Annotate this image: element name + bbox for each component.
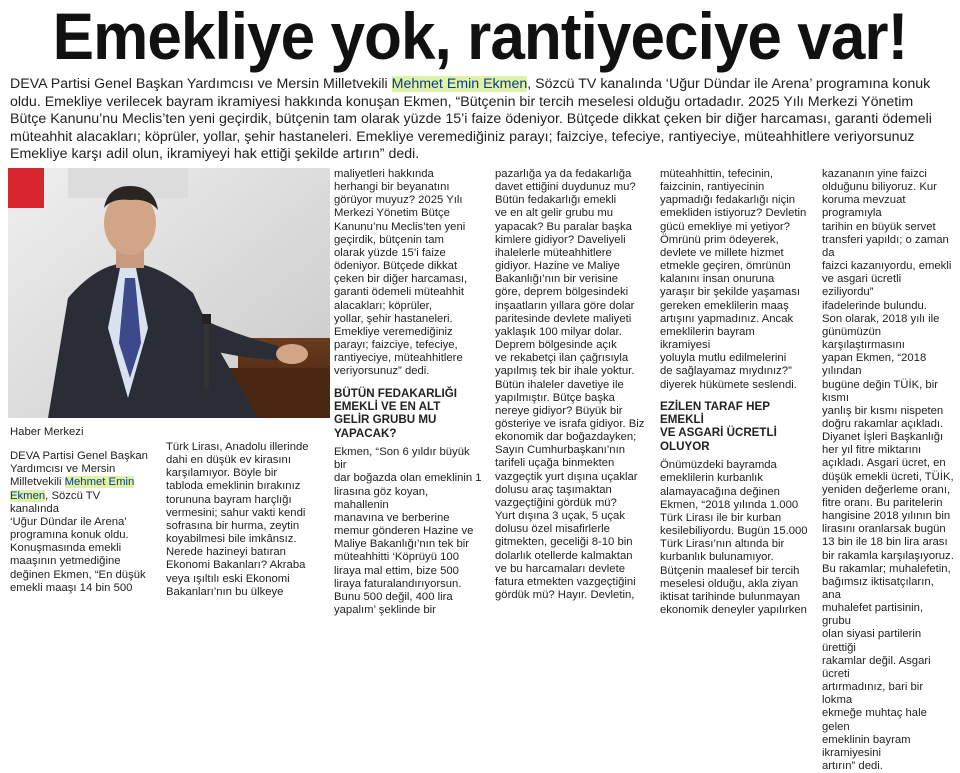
column-3-paragraph-1: maliyetleri hakkında herhangi bir beyanatını görüyor muyuz? 2025 Yılı Merkezi Yönetim Bütçe Kanunu’nu Meclis’ten yeni geçirdik, bütçenin tam olarak yüzde 15’i faize ödeniyor. Bütçede dikkat çeken bir diğer harcaması, garanti ödemeli müteahhit alacakları; köprüler, yollar, şehir hastaneleri. Emekliye veremediğiniz parayı; faizciye, tefeciye, rantiyeciye, müteahhitlere veriyorsunuz” dedi. [334, 168, 468, 378]
subheading-2: EZİLEN TARAF HEP EMEKLİ VE ASGARİ ÜCRETLİ OLUYOR [660, 399, 777, 453]
highlighted-name-last: Ekmen [10, 489, 46, 502]
headline: Emekliye yok, rantiyeciye var! [52, 0, 908, 73]
speaker-illustration [8, 168, 330, 418]
column-5 [660, 168, 808, 617]
article-photo [8, 168, 330, 418]
column-1-text [10, 450, 150, 595]
column-4-text: pazarlığa ya da fedakarlığa davet ettiğini duydunuz mu? Bütün fedakarlığı emekli ve en alt gelir grubu mu yapacak? Bu paralar başka kimlere gidiyor? Daveliyeli ihalelerle müteahhitlere gidiyor. Hazine ve Maliye Bakanlığı’nın bir verisine göre, deprem bölgesindeki inşaatların yıllara göre dolar paritesinde devlete maliyeti yaklaşık 100 milyar dolar. Deprem bölgesinde açık ve rekabetçi ilan çağrısıyla yapılmış tek bir ihale yoktur. Bütün ihaleler davetiye ile yapılmıştır. Bütçe başka nereye gidiyor? Büyük bir gösteriye ve israfa gidiyor. Biz ekonomik dar boğazdayken; Sayın Cumhurbaşkanı’nın tarifeli uçağa binmekten vazgeçtik yurt dışına uçaklar dolusu araç taşımaktan vazgeçtiğini gördük mü? Yurt dışına 3 uçak, 5 uçak dolusu özel misafirlerle gitmekten, geceliği 8-10 bin dolarlık otellerde kalmaktan ve bu harcamaları devlete fatura etmekten vazgeçtiğini gördük mü? Hayır. Devletin, [495, 168, 645, 601]
byline: Haber Merkezi [10, 426, 84, 438]
subheading-1: BÜTÜN FEDAKARLIĞI EMEKLİ VE EN ALT GELİR GRUBU MU YAPACAK? [334, 386, 458, 440]
lead-paragraph [10, 76, 950, 164]
column-2 [166, 441, 314, 599]
column-1-text-end: , Sözcü TV kanalında ‘Uğur Dündar ile Arena’ programına konuk oldu. Konuşmasında emekli maaşının yetmediğine değinen Ekmen, “En düşük emekli maaşı 14 bin 500 [10, 489, 146, 594]
highlighted-name-first: Mehmet Emin [64, 476, 135, 489]
column-5-paragraph-1: müteahhittin, tefecinin, faizcinin, rantiyecinin yapmadığı fedakarlığı niçin emekliden istiyoruz? Devletin gücü emekliye mi yetiyor? Ömrünü prim ödeyerek, devlete ve millete hizmet etmekle geçiren, ömrünün kalanını insan onuruna yaraşır bir şekilde yaşaması gereken emeklilerin maaş artışını yapmadınız. Ancak emeklilerin bayram ikramiyesi yoluyla mutlu edilmelerini de sağlayamaz mıydınız?” diyerek hükümete seslendi. [660, 168, 807, 391]
column-1-text-start: DEVA Partisi Genel Başkan Yardımcısı ve Mersin Milletvekili [10, 450, 148, 489]
column-1 [10, 426, 150, 595]
column-5-paragraph-2: Önümüzdeki bayramda emeklilerin kurbanlık alamayacağına değinen Ekmen, “2018 yılında 1.000 Türk Lirası ile bir kurban kesilebiliyordu. Bugün 15.000 Türk Lirası’nın altında bir kurbanlık bulunamıyor. Bütçenin maalesef bir tercih meselesi olduğu, akla ziyan iktisat tarihinde bulunmayan ekonomik deneyler yapılırken [660, 459, 808, 616]
column-6-text: kazananın yine faizci olduğunu biliyoruz. Kur koruma mevzuat programıyla tarihin en büyük servet transferi yapıldı; o zaman da faizci kazanıyordu, emekli ve asgari ücretli eziliyordu” ifadelerinde bulundu. Son olarak, 2018 yılı ile günümüzün karşılaştırmasını yapan Ekmen, “2018 yılından bugüne değin TÜİK, bir kısmı yanlış bir kısmı nispeten doğru rakamlar açıkladı. Diyanet İşleri Başkanlığı her yıl fitre miktarını açıkladı. Asgari ücret, en düşük emekli ücreti, TÜİK, yeniden değerleme oranı, fitre oranı. Bu paritelerin hangisine 2018 yılının bin lirasını oranlarsak bugün 13 bin ile 18 bin lira arası bir rakamla karşılaşıyoruz. Bu rakamlar; muhalefetin, bağımsız iktisatçıların, ana muhalefet partisinin, grubu olan siyasi partilerin ürettiği rakamlar değil. Asgari ücreti artırmadınız, bari bir lokma ekmeğe muhtaç hale gelen emeklinin bayram ikramiyesini artırın” dedi. [822, 168, 954, 773]
column-4 [495, 168, 647, 602]
column-6 [822, 168, 954, 773]
highlighted-name: Mehmet Emin Ekmen [391, 76, 528, 92]
lead-text-start: DEVA Partisi Genel Başkan Yardımcısı ve Mersin Milletvekili [10, 76, 392, 92]
column-3 [334, 168, 484, 617]
flag-shape [8, 168, 44, 208]
column-2-text: Türk Lirası, Anadolu illerinde dahi en düşük ev kirasını karşılamıyor. Böyle bir tabloda emeklinin bırakınız torununa bayram harçlığı vermesini; sahur vakti kendi sofrasına bir hurma, zeytin koyabilmesi bile imkânsız. Nerede hazineyi batıran Ekonomi Bakanları? Akraba veya ışıltılı eski Ekonomi Bakanları’nın bu ülkeye [166, 441, 309, 598]
column-3-paragraph-2: Ekmen, “Son 6 yıldır büyük bir dar boğazda olan emeklinin 1 lirasına göz koyan, mahallenin manavına ve berberine memur gönderen Hazine ve Maliye Bakanlığı’nın tek bir müteahhitti ‘Köprüyü 100 liraya mal ettim, bize 500 liraya faturalandırıyorsun. Bunu 500 değil, 400 lira yapalım’ şeklinde bir [334, 446, 482, 616]
lead-text-end: , Sözcü TV kanalında ‘Uğur Dündar ile Arena’ programına konuk oldu. Emekliye verilecek bayram ikramiyesi hakkında konuşan Ekmen, “Bütçenin bir tercih meselesi olduğu ortadadır. 2025 Yılı Merkezi Yönetim Bütçe Kanunu’nu Meclis’ten yeni geçirdik, bütçenin tam olarak yüzde 15’i faize ödeniyor. Bütçede dikkat çeken bir diğer harcaması, garanti ödemeli müteahhit alacakları; köprüler, yollar, şehir hastaneleri. Emekliye veremediğiniz parayı; faizciye, tefeciye, rantiyeciye, müteahhitlere veriyorsunuz Emekliye karşı adil olun, ikramiyeyi hak ettiği şekilde artırın” dedi. [10, 76, 932, 163]
